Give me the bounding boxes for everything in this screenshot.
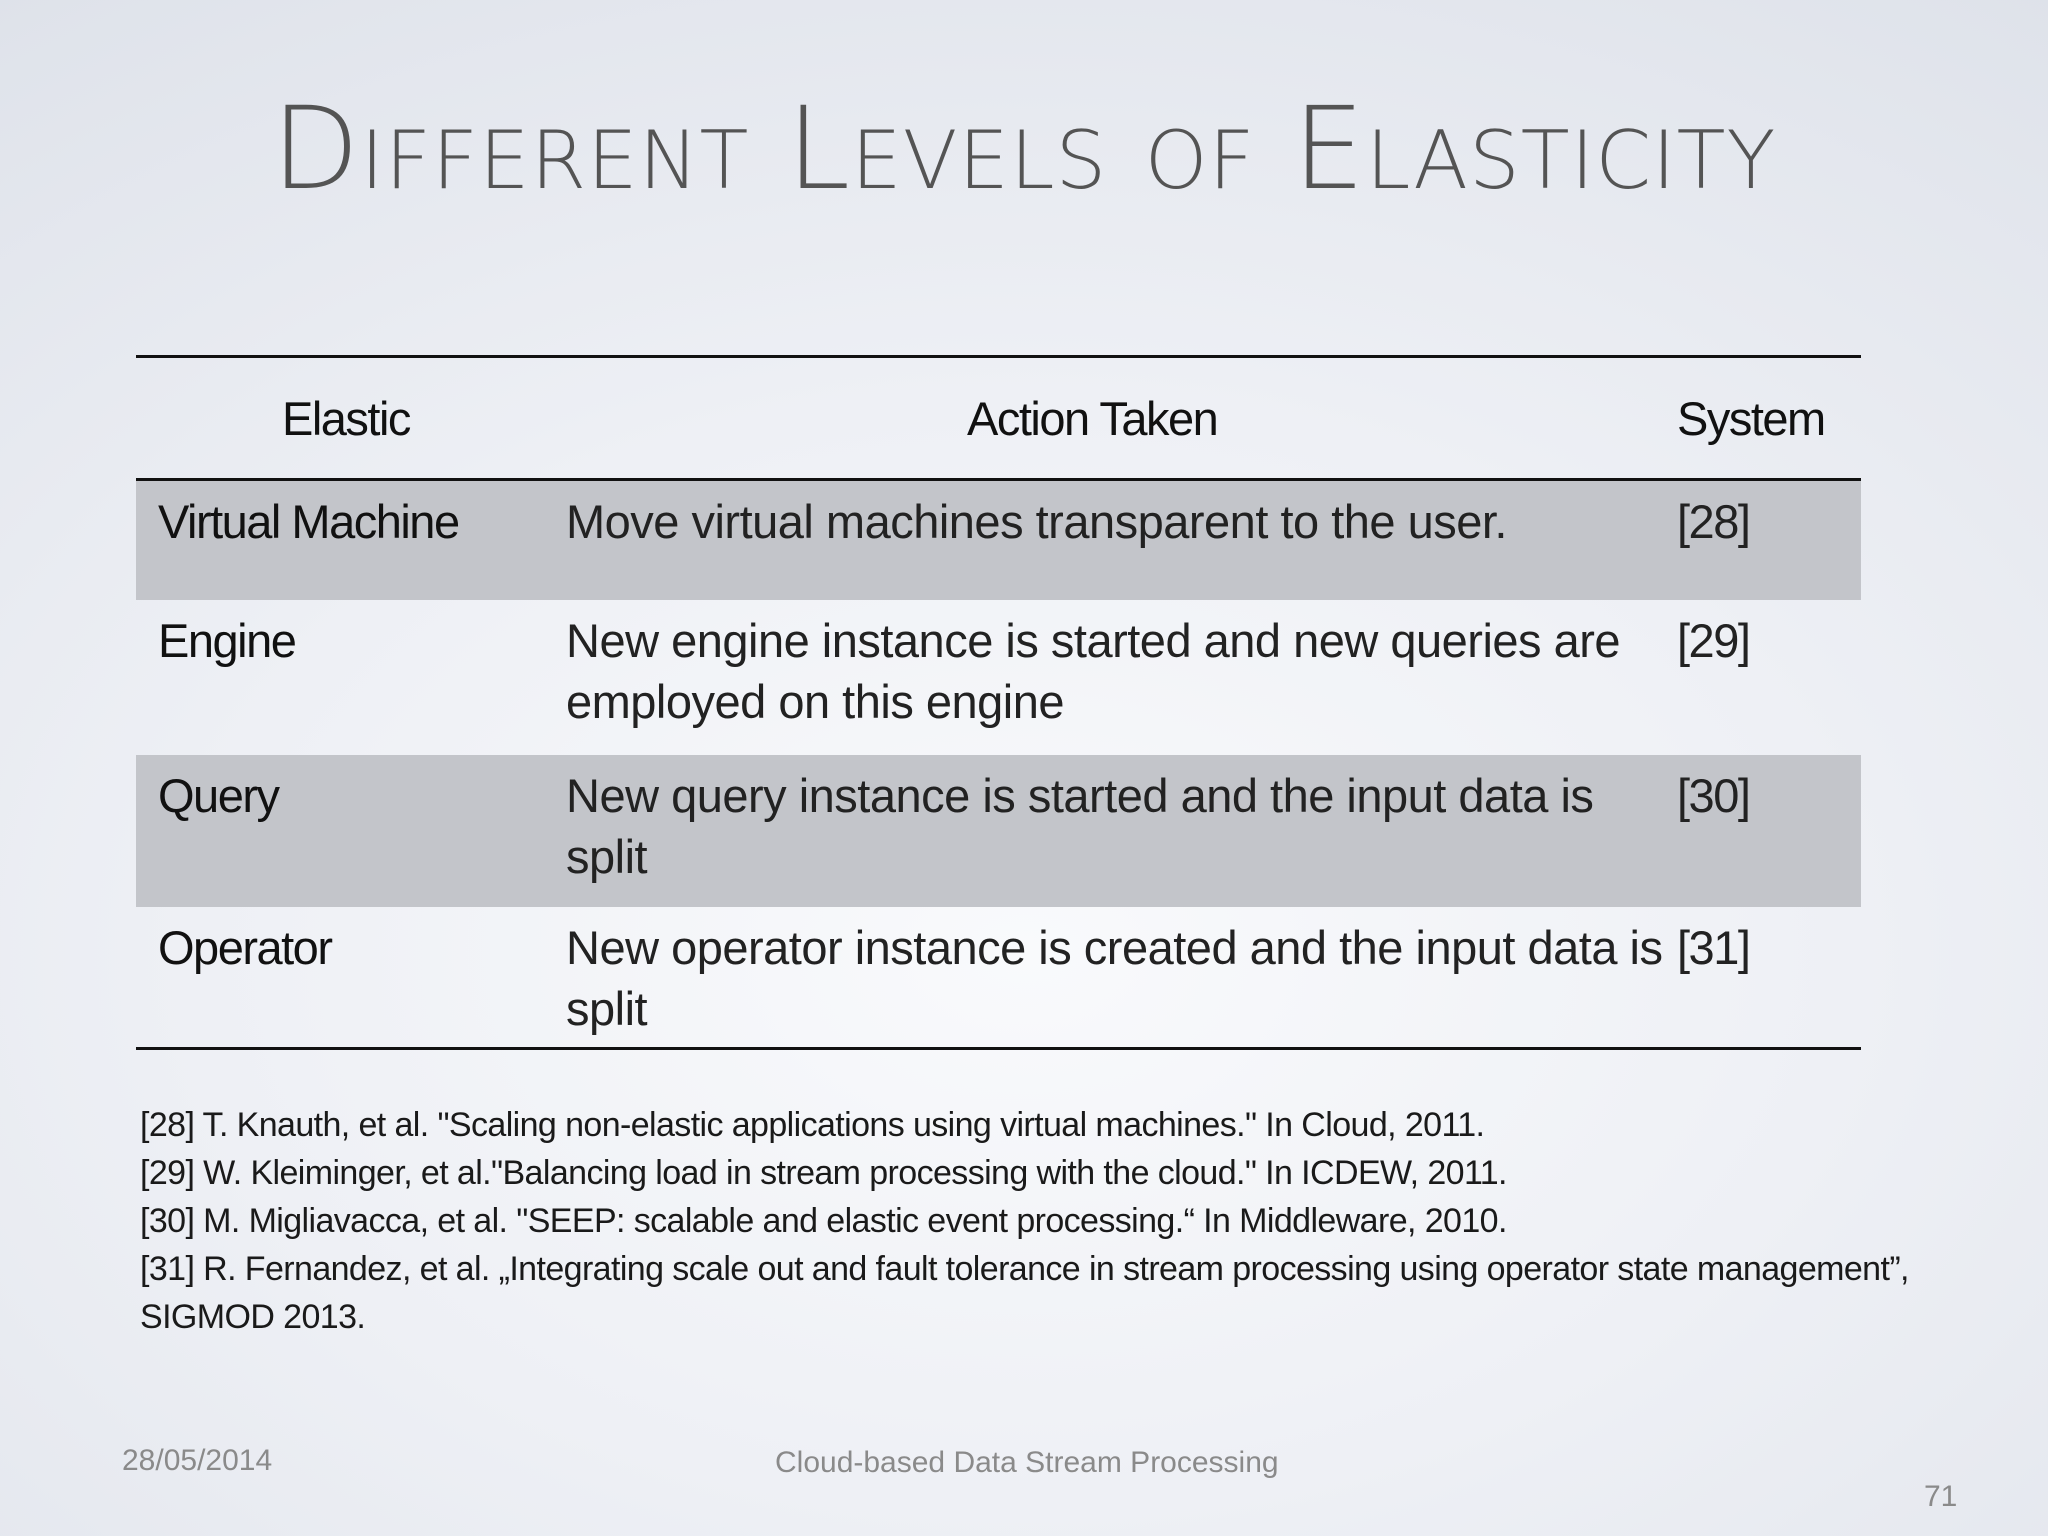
slide-title: Different Levels of Elasticity bbox=[271, 82, 1777, 215]
row-elastic-level: Operator bbox=[158, 921, 332, 974]
table-row bbox=[136, 755, 1861, 907]
header-system: System bbox=[1677, 392, 1825, 445]
row-action: Move virtual machines transparent to the user. bbox=[566, 495, 1507, 548]
row-system-ref: [30] bbox=[1677, 769, 1750, 822]
row-elastic-level: Engine bbox=[158, 614, 296, 667]
row-elastic-level: Virtual Machine bbox=[158, 495, 459, 548]
slide-number: 71 bbox=[1924, 1480, 1958, 1513]
elasticity-table bbox=[136, 355, 1861, 1050]
reference-item: [29] W. Kleiminger, et al."Balancing load in stream processing with the cloud." In ICDEW, 2011. bbox=[140, 1154, 1507, 1192]
reference-item: [31] R. Fernandez, et al. „Integrating scale out and fault tolerance in stream processing using operator state management”, SIGMOD 2013. bbox=[140, 1250, 1909, 1336]
row-action: New query instance is started and the input data is split bbox=[566, 769, 1594, 883]
reference-item: [30] M. Migliavacca, et al. "SEEP: scalable and elastic event processing.“ In Middleware, 2010. bbox=[140, 1202, 1507, 1240]
table-row bbox=[136, 907, 1861, 1047]
reference-item: [28] T. Knauth, et al. "Scaling non-elastic applications using virtual machines." In Cloud, 2011. bbox=[140, 1106, 1485, 1144]
row-action: New engine instance is started and new queries are employed on this engine bbox=[566, 614, 1621, 728]
table-row bbox=[136, 600, 1861, 755]
row-system-ref: [29] bbox=[1677, 614, 1750, 667]
table-row bbox=[136, 481, 1861, 600]
table-header-row bbox=[136, 358, 1861, 481]
row-action: New operator instance is created and the input data is split bbox=[566, 921, 1663, 1035]
footer-date: 28/05/2014 bbox=[122, 1444, 273, 1477]
references-list bbox=[140, 1101, 1940, 1341]
header-elastic: Elastic bbox=[282, 392, 410, 445]
header-action-taken: Action Taken bbox=[967, 392, 1218, 445]
row-system-ref: [31] bbox=[1677, 921, 1750, 974]
row-system-ref: [28] bbox=[1677, 495, 1750, 548]
footer-presentation-title: Cloud-based Data Stream Processing bbox=[775, 1446, 1279, 1479]
row-elastic-level: Query bbox=[158, 769, 279, 822]
